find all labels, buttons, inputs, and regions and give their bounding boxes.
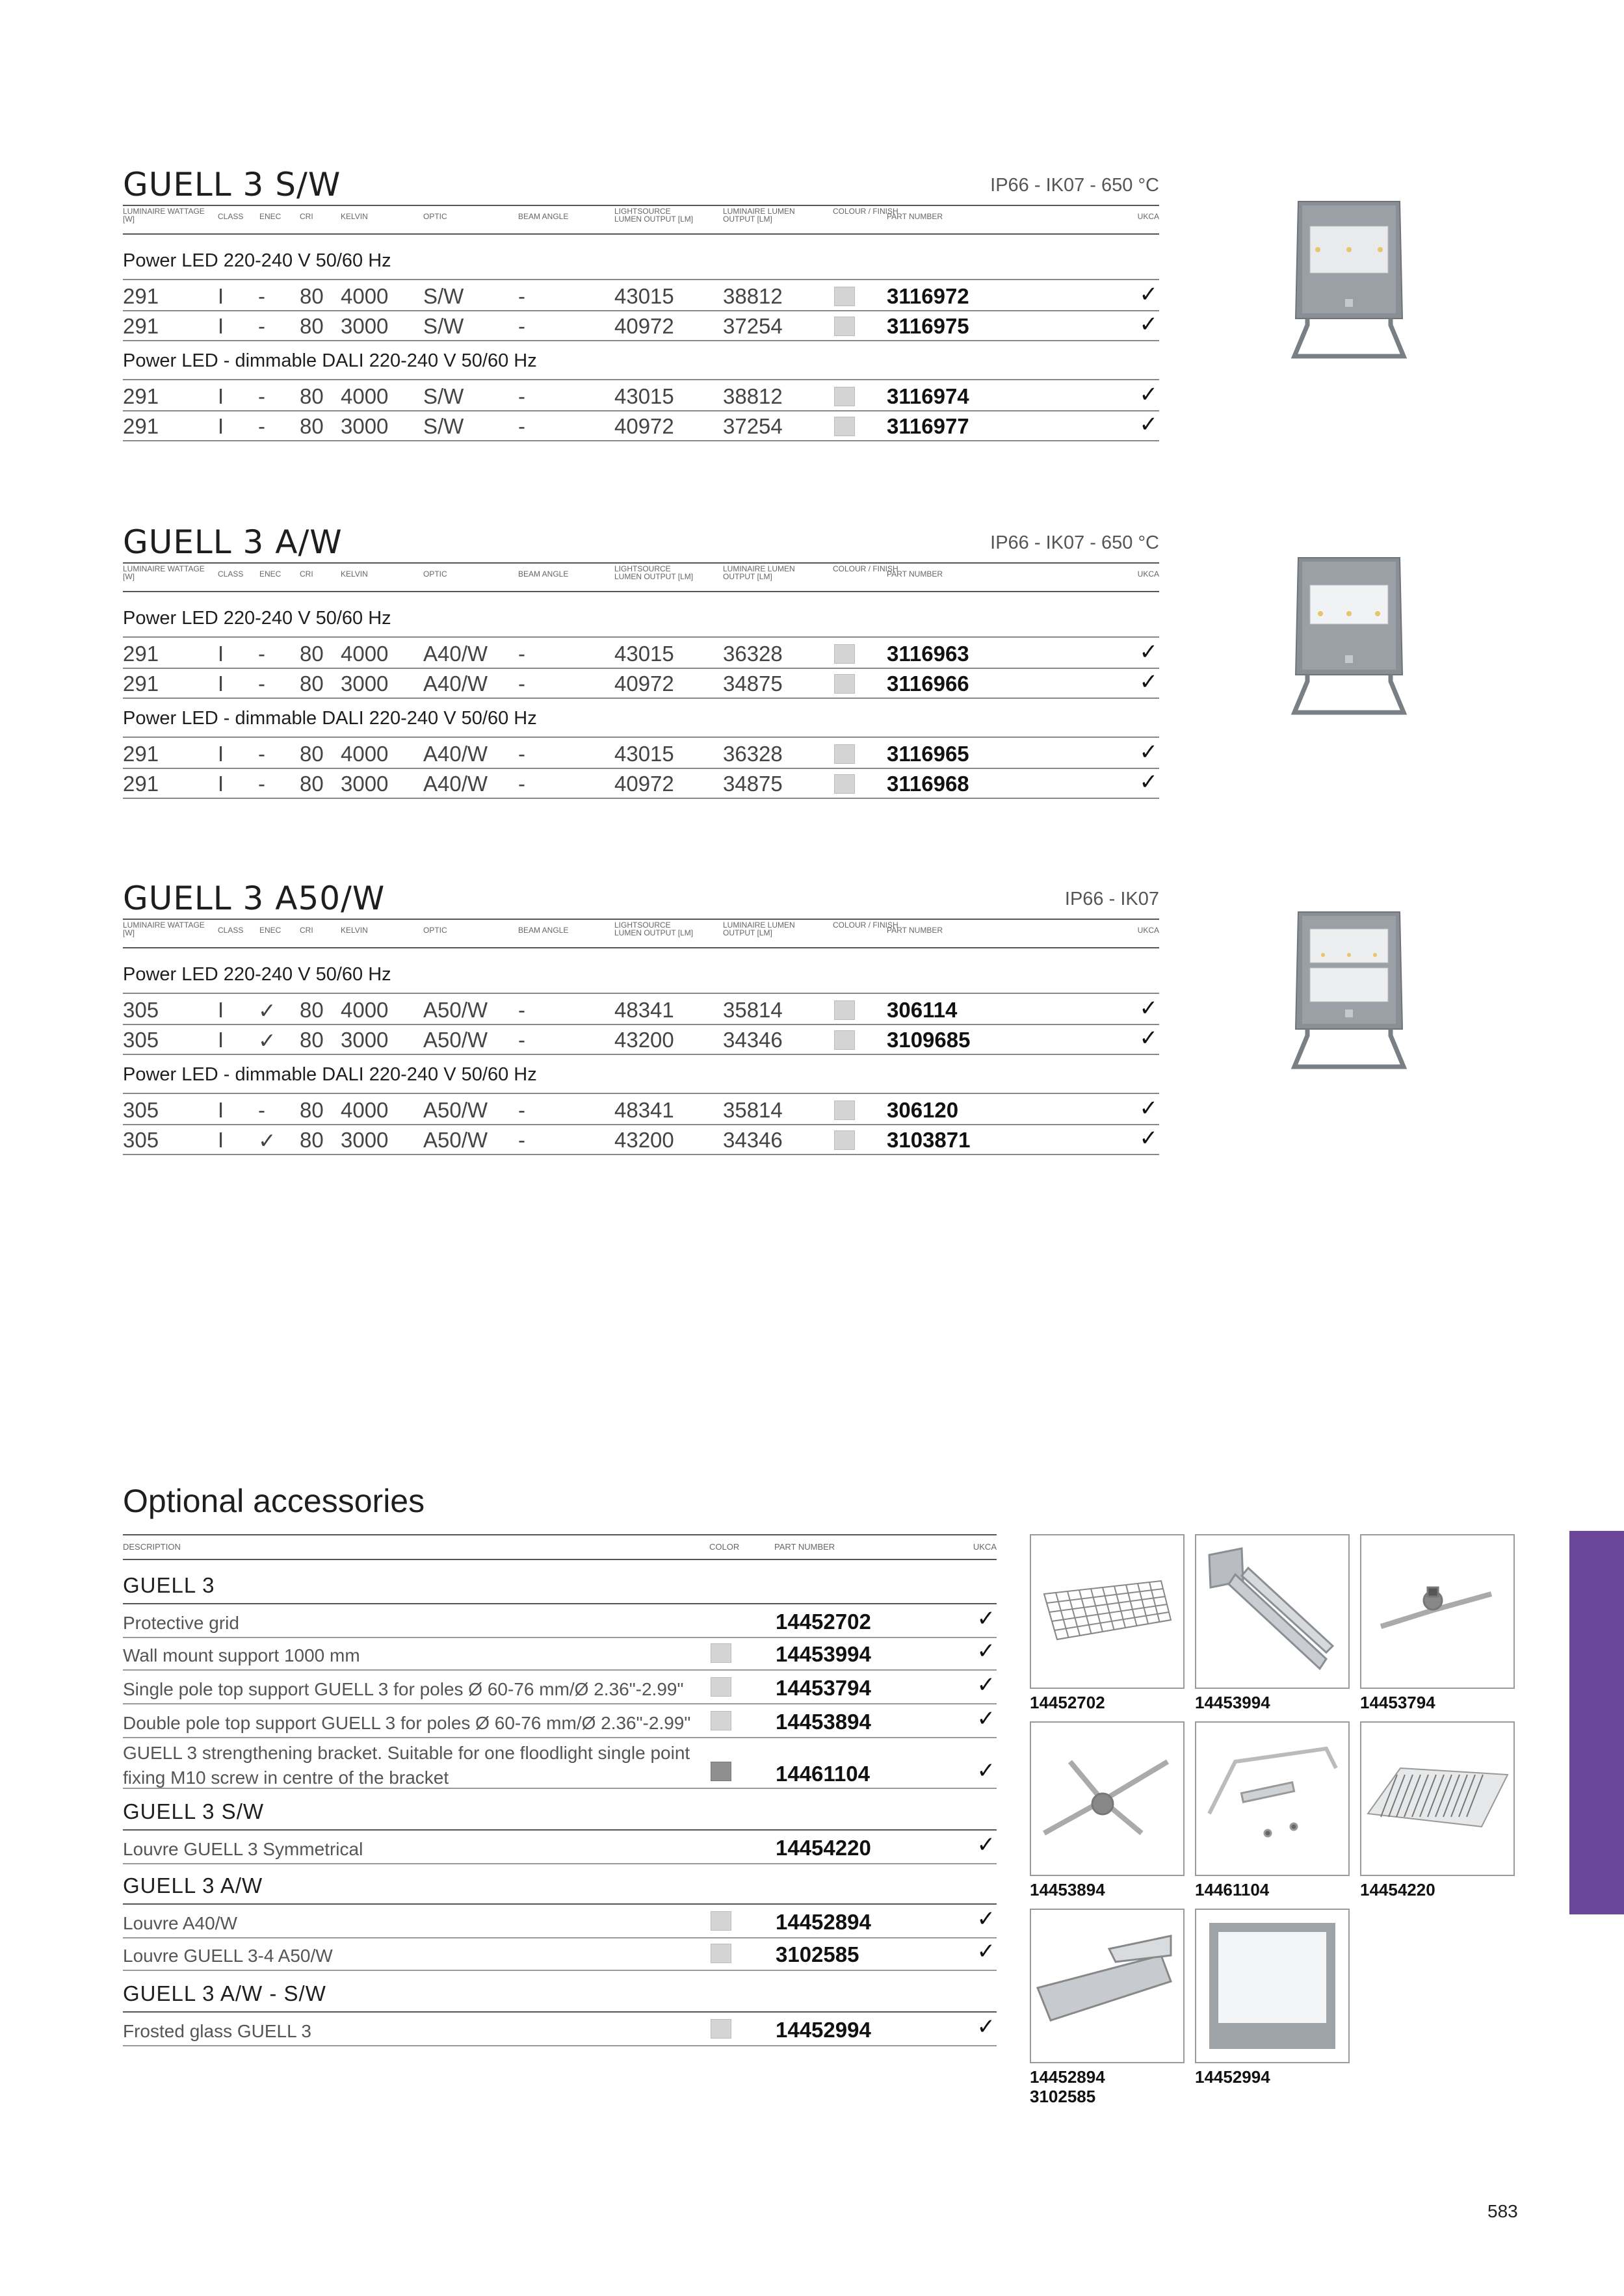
cell-wattage: 305 [123,1128,159,1152]
colour-swatch [834,674,855,694]
ukca-check-icon: ✓ [976,1673,995,1697]
cell-part-number: 3116968 [887,772,969,796]
cell-enec: ✓ [258,1028,276,1052]
cell-enec: - [258,314,265,338]
cell-enec: ✓ [258,1128,276,1153]
cell-lightsource-lumen: 40972 [614,314,674,338]
column-header-optic: OPTIC [423,212,447,221]
ukca-check-icon: ✓ [976,1706,995,1731]
cell-cri: 80 [300,314,324,338]
cell-kelvin: 4000 [341,1098,389,1122]
cell-cri: 80 [300,284,324,308]
accessories-header [123,1534,997,1560]
power-group-label: Power LED 220-240 V 50/60 Hz [123,964,391,985]
section-tab [1569,1531,1624,1914]
thumbnail-label: 14454220 [1360,1880,1435,1899]
column-header-class: CLASS [218,926,244,935]
cell-luminaire-lumen: 36328 [723,642,783,666]
accessory-thumbnail [1195,1721,1350,1876]
cell-kelvin: 3000 [341,672,389,696]
cell-luminaire-lumen: 34346 [723,1028,783,1052]
power-group-label: Power LED 220-240 V 50/60 Hz [123,250,391,271]
frosted-glass-icon [1196,1910,1348,2062]
cell-beam-angle: - [518,414,525,438]
cell-class: I [218,642,224,666]
accessories-title: Optional accessories [123,1483,425,1519]
ukca-check-icon: ✓ [1139,996,1158,1021]
cell-enec: - [258,414,265,438]
table-row [123,668,1159,699]
colour-swatch [834,744,855,764]
column-header-wattage: LUMINAIRE WATTAGE [W] [123,564,205,581]
table-row [123,310,1159,341]
table-row [123,379,1159,411]
cell-class: I [218,384,224,408]
cell-optic: S/W [423,284,464,308]
accessory-thumbnail [1195,1909,1350,2063]
accessory-description: Louvre GUELL 3-4 A50/W [123,1946,333,1966]
cell-kelvin: 3000 [341,1028,389,1052]
cell-enec: - [258,742,265,766]
column-header-ls_lumen: LIGHTSOURCE LUMEN OUTPUT [LM] [614,564,694,581]
column-header-ls_lumen: LIGHTSOURCE LUMEN OUTPUT [LM] [614,920,694,937]
ukca-check-icon: ✓ [1139,640,1158,664]
ukca-check-icon: ✓ [1139,412,1158,437]
cell-part-number: 3116972 [887,284,969,308]
cell-lightsource-lumen: 40972 [614,772,674,796]
cell-class: I [218,742,224,766]
cell-part-number: 3103871 [887,1128,971,1152]
column-header-ukca: UKCA [1137,926,1159,935]
cell-wattage: 291 [123,314,159,338]
cell-beam-angle: - [518,772,525,796]
protection-rating: IP66 - IK07 - 650 °C [990,175,1159,196]
column-header-colour: COLOUR / FINISH [833,564,898,573]
floodlight-image [1284,551,1414,724]
cell-lightsource-lumen: 43200 [614,1128,674,1152]
accessory-description: Double pole top support GUELL 3 for poles Ø 60-76 mm/Ø 2.36"-2.99" [123,1713,691,1733]
accessory-part-number: 14452702 [776,1610,871,1634]
accessory-part-number: 14453894 [776,1710,871,1734]
accessory-description: GUELL 3 strengthening bracket. Suitable for one floodlight single point fixing M10 screw in centre of the bracket [123,1743,690,1788]
accessory-thumbnail [1030,1721,1185,1876]
accessory-description: Wall mount support 1000 mm [123,1645,360,1665]
cell-cri: 80 [300,1128,324,1152]
cell-part-number: 3116975 [887,314,969,338]
louvre-aw-icon [1031,1910,1183,2062]
cell-cri: 80 [300,998,324,1022]
cell-beam-angle: - [518,672,525,696]
column-header-part: PART NUMBER [887,212,943,221]
accessory-group-label: GUELL 3 [123,1573,215,1597]
cell-cri: 80 [300,772,324,796]
cell-cri: 80 [300,672,324,696]
column-header-enec: ENEC [259,926,282,935]
ukca-check-icon: ✓ [976,1758,995,1783]
accessories-section [123,1482,997,2067]
cell-kelvin: 4000 [341,284,389,308]
accessory-group-label: GUELL 3 S/W [123,1799,265,1823]
column-header-kelvin: KELVIN [341,569,368,579]
cell-optic: S/W [423,384,464,408]
column-header-beam: BEAM ANGLE [518,926,569,935]
column-header-ls_lumen: LIGHTSOURCE LUMEN OUTPUT [LM] [614,207,694,224]
cell-enec: - [258,284,265,308]
cell-beam-angle: - [518,1028,525,1052]
thumbnail-label: 14452994 [1195,2067,1270,2087]
double-pole-icon [1031,1723,1183,1875]
cell-enec: ✓ [258,998,276,1023]
cell-luminaire-lumen: 38812 [723,384,783,408]
cell-enec: - [258,672,265,696]
section-title: GUELL 3 A/W [123,523,343,561]
cell-optic: S/W [423,414,464,438]
accessory-description: Protective grid [123,1613,239,1633]
cell-part-number: 3116966 [887,672,969,696]
column-header-description: DESCRIPTION [123,1542,181,1552]
column-header-part: PART NUMBER [774,1542,835,1552]
cell-luminaire-lumen: 38812 [723,284,783,308]
ukca-check-icon: ✓ [1139,770,1158,794]
accessory-group-label: GUELL 3 A/W [123,1873,263,1898]
cell-lightsource-lumen: 48341 [614,998,674,1022]
ukca-check-icon: ✓ [1139,670,1158,694]
cell-cri: 80 [300,642,324,666]
cell-cri: 80 [300,414,324,438]
accessory-row [123,1603,997,1638]
cell-enec: - [258,384,265,408]
table-row [123,636,1159,669]
colour-swatch [834,1130,855,1150]
cell-kelvin: 4000 [341,998,389,1022]
protection-rating: IP66 - IK07 [1064,889,1159,909]
column-header-wattage: LUMINAIRE WATTAGE [W] [123,207,205,224]
floodlight-image [1284,195,1414,367]
cell-class: I [218,1128,224,1152]
cell-beam-angle: - [518,314,525,338]
table-row [123,1093,1159,1125]
column-header-cri: CRI [300,212,313,221]
colour-swatch [834,417,855,436]
ukca-check-icon: ✓ [976,1833,995,1857]
table-row [123,410,1159,441]
column-header-lum_lumen: LUMINAIRE LUMEN OUTPUT [LM] [723,564,795,581]
power-group-label: Power LED - dimmable DALI 220-240 V 50/60 Hz [123,1064,537,1085]
product-section [123,880,1159,1166]
cell-part-number: 3116963 [887,642,969,666]
cell-cri: 80 [300,1098,324,1122]
section-title: GUELL 3 S/W [123,166,341,203]
cell-luminaire-lumen: 35814 [723,998,783,1022]
accessory-group-label: GUELL 3 A/W - S/W [123,1981,326,2005]
accessory-thumbnail [1030,1534,1185,1689]
accessory-row [123,2011,997,2046]
thumbnail-label: 14452894 3102585 [1030,2067,1105,2106]
accessory-part-number: 14453794 [776,1676,871,1700]
column-header-lum_lumen: LUMINAIRE LUMEN OUTPUT [LM] [723,207,795,224]
column-header-ukca: UKCA [973,1542,997,1552]
ukca-check-icon: ✓ [1139,312,1158,337]
cell-lightsource-lumen: 40972 [614,414,674,438]
colour-swatch [711,1944,731,1963]
column-header-part: PART NUMBER [887,926,943,935]
thumbnail-label: 14452702 [1030,1693,1105,1712]
cell-enec: - [258,642,265,666]
thumbnail-label: 14461104 [1195,1880,1270,1899]
cell-class: I [218,314,224,338]
cell-wattage: 291 [123,772,159,796]
cell-kelvin: 4000 [341,742,389,766]
colour-swatch [834,387,855,406]
accessory-row [123,1829,997,1864]
cell-part-number: 306114 [887,998,958,1022]
cell-class: I [218,772,224,796]
table-row [123,1124,1159,1155]
cell-kelvin: 3000 [341,772,389,796]
accessory-row [123,1704,997,1738]
table-row [123,768,1159,799]
colour-swatch [834,644,855,664]
bracket-icon [1196,1723,1348,1875]
cell-luminaire-lumen: 34875 [723,672,783,696]
table-header [123,562,1159,592]
cell-beam-angle: - [518,384,525,408]
cell-beam-angle: - [518,1128,525,1152]
colour-swatch [711,1677,731,1697]
cell-part-number: 3116974 [887,384,969,408]
accessory-part-number: 14454220 [776,1836,871,1860]
floodlight-image [1284,906,1414,1078]
cell-optic: A50/W [423,998,488,1022]
cell-lightsource-lumen: 43015 [614,742,674,766]
colour-swatch [834,287,855,306]
accessory-thumbnail [1360,1721,1515,1876]
cell-class: I [218,998,224,1022]
ukca-check-icon: ✓ [976,1606,995,1631]
accessory-part-number: 3102585 [776,1942,859,1966]
cell-part-number: 3116965 [887,742,969,766]
colour-swatch [711,1643,731,1663]
cell-class: I [218,1098,224,1122]
cell-luminaire-lumen: 34346 [723,1128,783,1152]
cell-luminaire-lumen: 37254 [723,414,783,438]
cell-class: I [218,414,224,438]
table-row [123,993,1159,1025]
thumbnail-label: 14453894 [1030,1880,1105,1899]
page-number: 583 [1487,2201,1518,2221]
cell-wattage: 291 [123,414,159,438]
ukca-check-icon: ✓ [976,1639,995,1663]
cell-optic: A50/W [423,1128,488,1152]
cell-part-number: 3116977 [887,414,969,438]
column-header-cri: CRI [300,569,313,579]
cell-class: I [218,284,224,308]
ukca-check-icon: ✓ [1139,1096,1158,1121]
column-header-ukca: UKCA [1137,212,1159,221]
accessory-description: Frosted glass GUELL 3 [123,2021,311,2041]
cell-kelvin: 4000 [341,642,389,666]
accessory-row [123,1738,997,1789]
cell-kelvin: 4000 [341,384,389,408]
section-title: GUELL 3 A50/W [123,880,386,917]
cell-wattage: 291 [123,284,159,308]
cell-wattage: 291 [123,642,159,666]
cell-luminaire-lumen: 34875 [723,772,783,796]
cell-class: I [218,672,224,696]
cell-lightsource-lumen: 43015 [614,284,674,308]
column-header-wattage: LUMINAIRE WATTAGE [W] [123,920,205,937]
cell-wattage: 305 [123,998,159,1022]
cell-optic: A50/W [423,1098,488,1122]
accessory-thumbnail [1195,1534,1350,1689]
accessory-part-number: 14453994 [776,1642,871,1666]
cell-lightsource-lumen: 48341 [614,1098,674,1122]
cell-beam-angle: - [518,642,525,666]
cell-class: I [218,1028,224,1052]
cell-wattage: 291 [123,742,159,766]
table-row [123,279,1159,311]
cell-luminaire-lumen: 36328 [723,742,783,766]
ukca-check-icon: ✓ [1139,382,1158,407]
table-header [123,919,1159,948]
column-header-colour: COLOUR / FINISH [833,207,898,216]
colour-swatch [711,1711,731,1730]
cell-lightsource-lumen: 43200 [614,1028,674,1052]
thumbnail-label: 14453794 [1360,1693,1435,1712]
colour-swatch [834,1101,855,1120]
ukca-check-icon: ✓ [1139,740,1158,764]
louvre-icon [1361,1723,1513,1875]
ukca-check-icon: ✓ [976,2015,995,2039]
cell-part-number: 3109685 [887,1028,971,1052]
column-header-enec: ENEC [259,212,282,221]
colour-swatch [711,2019,731,2039]
accessory-thumbnail [1360,1534,1515,1689]
colour-swatch [711,1762,731,1781]
column-header-color: COLOR [709,1542,740,1552]
cell-enec: - [258,772,265,796]
table-row [123,1024,1159,1055]
column-header-beam: BEAM ANGLE [518,212,569,221]
ukca-check-icon: ✓ [1139,1026,1158,1050]
accessory-description: Louvre GUELL 3 Symmetrical [123,1839,363,1859]
wall-mount-icon [1196,1535,1348,1688]
column-header-colour: COLOUR / FINISH [833,920,898,930]
cell-cri: 80 [300,1028,324,1052]
cell-lightsource-lumen: 40972 [614,672,674,696]
cell-optic: A40/W [423,672,488,696]
cell-beam-angle: - [518,742,525,766]
ukca-check-icon: ✓ [1139,282,1158,307]
cell-kelvin: 3000 [341,414,389,438]
cell-kelvin: 3000 [341,314,389,338]
accessory-row [123,1671,997,1704]
cell-optic: A40/W [423,742,488,766]
accessory-description: Louvre A40/W [123,1913,237,1933]
accessory-row [123,1903,997,1938]
power-group-label: Power LED 220-240 V 50/60 Hz [123,608,391,629]
cell-wattage: 291 [123,384,159,408]
thumbnail-label: 14453994 [1195,1693,1270,1712]
single-pole-icon [1361,1535,1513,1688]
protection-rating: IP66 - IK07 - 650 °C [990,532,1159,553]
accessory-description: Single pole top support GUELL 3 for poles Ø 60-76 mm/Ø 2.36"-2.99" [123,1679,684,1699]
cell-cri: 80 [300,384,324,408]
ukca-check-icon: ✓ [1139,1126,1158,1151]
column-header-optic: OPTIC [423,569,447,579]
column-header-kelvin: KELVIN [341,212,368,221]
cell-lightsource-lumen: 43015 [614,384,674,408]
column-header-optic: OPTIC [423,926,447,935]
column-header-part: PART NUMBER [887,569,943,579]
colour-swatch [834,1000,855,1020]
cell-luminaire-lumen: 37254 [723,314,783,338]
ukca-check-icon: ✓ [976,1939,995,1964]
cell-optic: A50/W [423,1028,488,1052]
cell-wattage: 305 [123,1028,159,1052]
column-header-lum_lumen: LUMINAIRE LUMEN OUTPUT [LM] [723,920,795,937]
cell-kelvin: 3000 [341,1128,389,1152]
grid-icon [1031,1535,1183,1688]
column-header-ukca: UKCA [1137,569,1159,579]
colour-swatch [834,1030,855,1050]
accessory-part-number: 14452894 [776,1910,871,1934]
table-header [123,205,1159,235]
accessory-row [123,1937,997,1971]
cell-beam-angle: - [518,1098,525,1122]
colour-swatch [711,1911,731,1931]
ukca-check-icon: ✓ [976,1907,995,1931]
cell-luminaire-lumen: 35814 [723,1098,783,1122]
cell-cri: 80 [300,742,324,766]
cell-optic: A40/W [423,642,488,666]
power-group-label: Power LED - dimmable DALI 220-240 V 50/60 Hz [123,350,537,371]
accessory-part-number: 14461104 [776,1762,871,1786]
cell-wattage: 305 [123,1098,159,1122]
cell-enec: - [258,1098,265,1122]
cell-beam-angle: - [518,998,525,1022]
column-header-class: CLASS [218,569,244,579]
product-section [123,166,1159,452]
cell-beam-angle: - [518,284,525,308]
product-section [123,523,1159,809]
cell-optic: A40/W [423,772,488,796]
cell-part-number: 306120 [887,1098,959,1122]
column-header-enec: ENEC [259,569,282,579]
cell-optic: S/W [423,314,464,338]
cell-wattage: 291 [123,672,159,696]
accessory-row [123,1637,997,1671]
table-row [123,737,1159,769]
column-header-cri: CRI [300,926,313,935]
accessory-part-number: 14452994 [776,2018,871,2042]
cell-lightsource-lumen: 43015 [614,642,674,666]
power-group-label: Power LED - dimmable DALI 220-240 V 50/60 Hz [123,708,537,729]
accessory-thumbnail [1030,1909,1185,2063]
column-header-class: CLASS [218,212,244,221]
colour-swatch [834,774,855,794]
colour-swatch [834,317,855,336]
column-header-kelvin: KELVIN [341,926,368,935]
column-header-beam: BEAM ANGLE [518,569,569,579]
